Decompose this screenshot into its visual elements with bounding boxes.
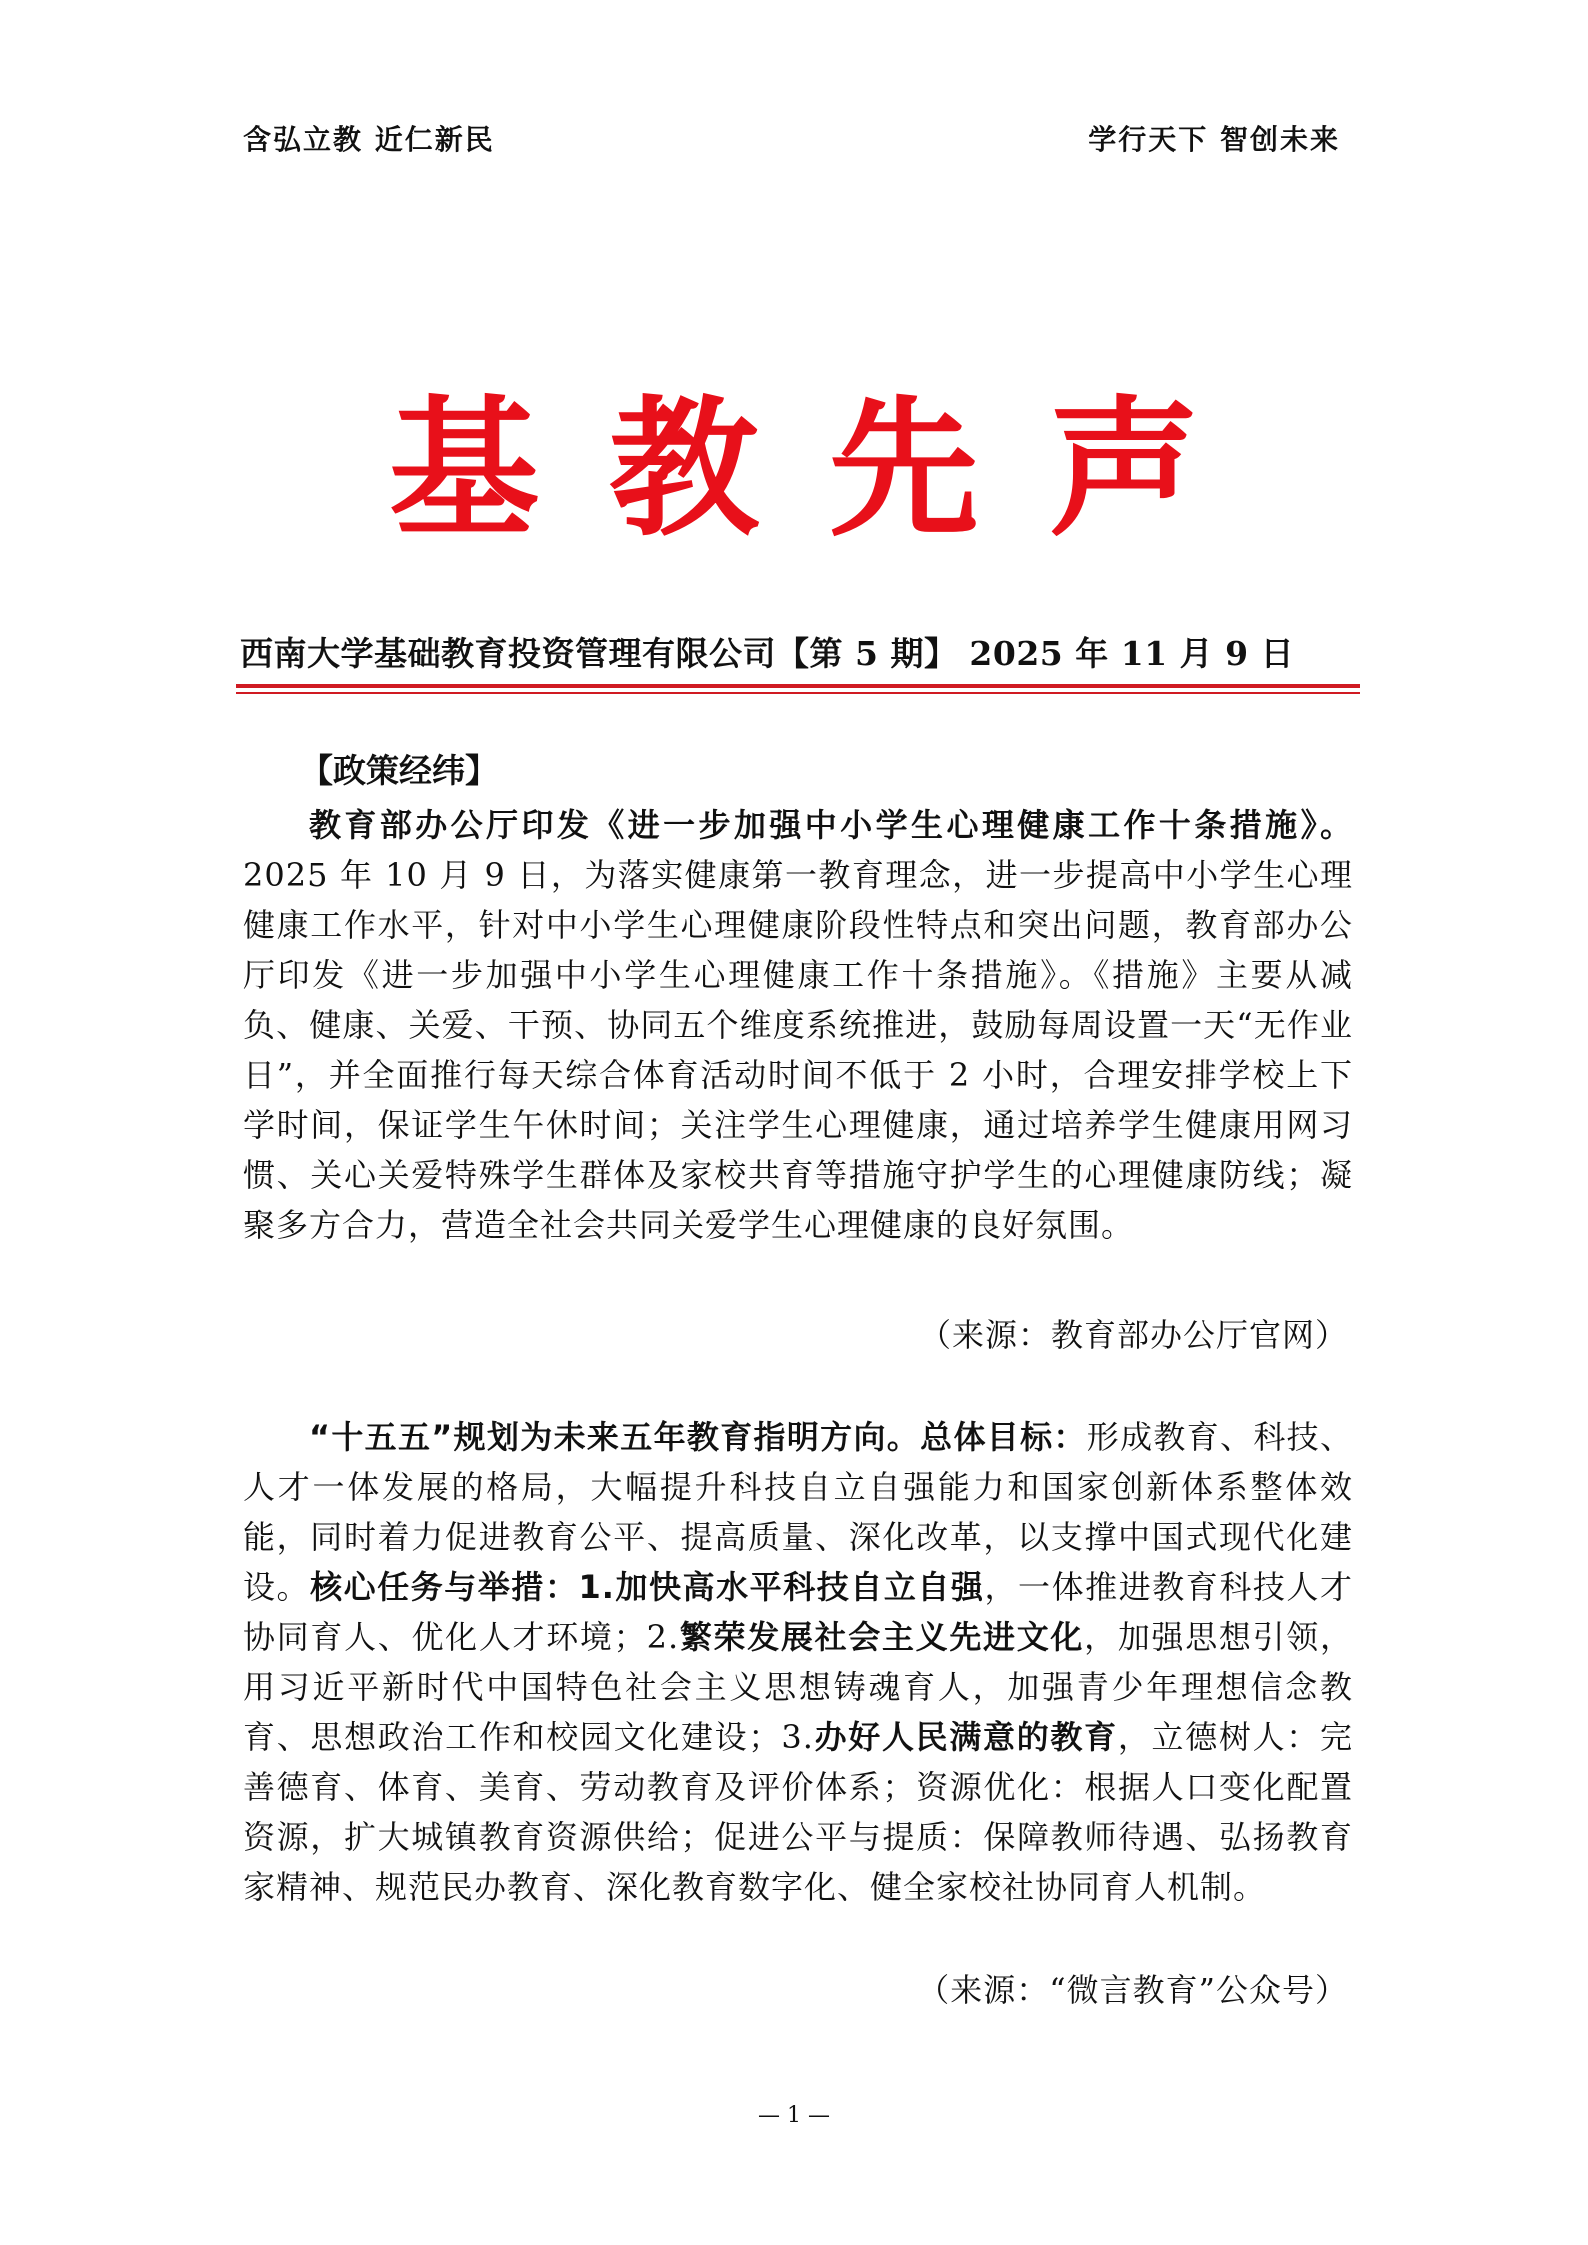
header-rule-thick xyxy=(236,684,1360,688)
article-2-task3-title: 办好人民满意的教育 xyxy=(813,1718,1118,1756)
article-1 xyxy=(243,800,1353,1250)
motto-left: 含弘立教 近仁新民 xyxy=(243,123,495,156)
masthead-title: 基教先声 xyxy=(388,383,1269,557)
article-2-goal-text: 形成教育、科技、人才一体发展的格局，大幅提升科技自立自强能力和国家创新体系整体效能，同时着力促进教育公平、提高质量、深化改革，以支撑中国式现代化建设。 xyxy=(243,1418,1353,1606)
page-number: — 1 — xyxy=(758,2103,830,2128)
article-2-headline: “十五五”规划为未来五年教育指明方向。 xyxy=(309,1418,921,1456)
motto-right: 学行天下 智创未来 xyxy=(1088,123,1340,156)
article-1-source: （来源：教育部办公厅官网） xyxy=(918,1316,1348,1354)
article-2-source: （来源：“微言教育”公众号） xyxy=(917,1971,1348,2009)
article-2-task1-title: 1.加快高水平科技自立自强 xyxy=(578,1568,985,1606)
article-2-task1-text: ，一体推进教育科技人才协同育人、优化人才环境；2. xyxy=(243,1568,1353,1656)
article-2-task2-text: ，加强思想引领，用习近平新时代中国特色社会主义思想铸魂育人，加强青少年理想信念教育、思想政治工作和校园文化建设；3. xyxy=(243,1618,1353,1756)
article-1-headline: 教育部办公厅印发《进一步加强中小学生心理健康工作十条措施》。 xyxy=(309,806,1353,844)
article-2 xyxy=(243,1412,1353,1912)
article-2-goal-label: 总体目标： xyxy=(920,1418,1087,1456)
article-2-task2-title: 繁荣发展社会主义先进文化 xyxy=(679,1618,1085,1656)
article-1-body: 2025 年 10 月 9 日，为落实健康第一教育理念，进一步提高中小学生心理健康工作水平，针对中小学生心理健康阶段性特点和突出问题，教育部办公厅印发《进一步加强中小学生心理健康工作十条措施》。《措施》主要从减负、健康、关爱、干预、协同五个维度系统推进，鼓励每周设置一天“无作业日”，并全面推行每天综合体育活动时间不低于 2 小时，合理安排学校上下学时间，保证学生午休时间；关注学生心理健康，通过培养学生健康用网习惯、关心关爱特殊学生群体及家校共育等措施守护学生的心理健康防线；凝聚多方合力，营造全社会共同关爱学生心理健康的良好氛围。 xyxy=(243,856,1353,1244)
issue-line: 西南大学基础教育投资管理有限公司【第 5 期】 2025 年 11 月 9 日 xyxy=(240,634,1295,673)
article-2-tasks-label: 核心任务与举措： xyxy=(310,1568,579,1606)
section-heading: 【政策经纬】 xyxy=(300,751,498,790)
header-rule-thin xyxy=(236,692,1360,694)
article-2-task3-text: ，立德树人：完善德育、体育、美育、劳动教育及评价体系；资源优化：根据人口变化配置资源，扩大城镇教育资源供给；促进公平与提质：保障教师待遇、弘扬教育家精神、规范民办教育、深化教育数字化、健全家校社协同育人机制。 xyxy=(243,1718,1353,1906)
